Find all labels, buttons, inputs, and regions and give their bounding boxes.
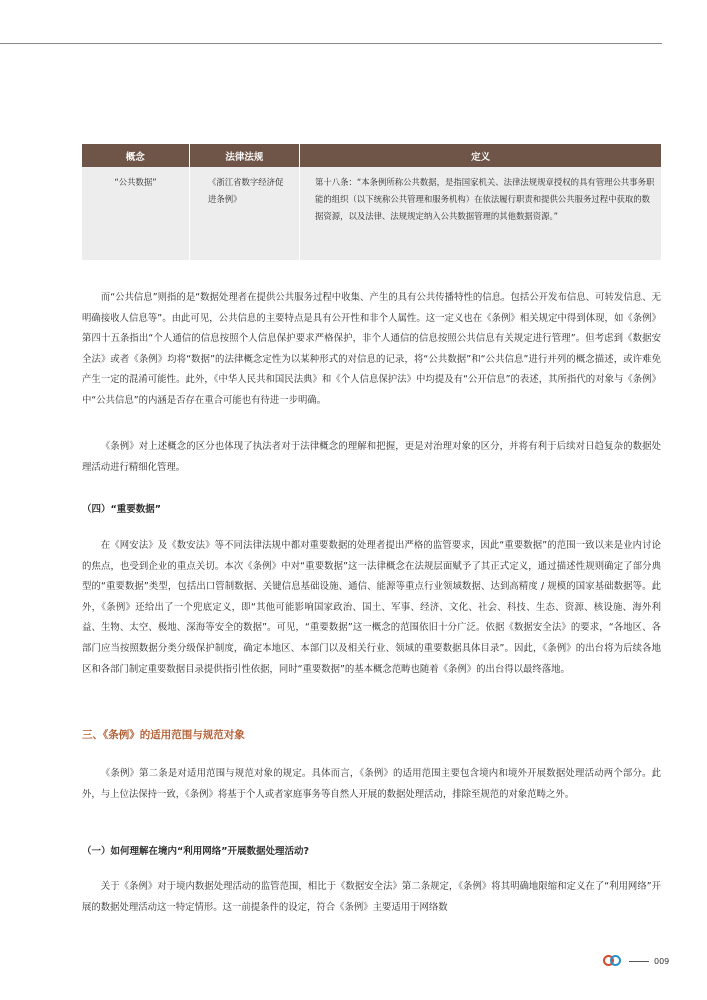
header-concept: 概念 bbox=[82, 144, 190, 167]
subheading-important-data: （四）“重要数据” bbox=[82, 504, 161, 515]
cell-law: 《浙江省数字经济促进条例》 bbox=[189, 167, 299, 260]
paragraph-public-information: 而“公共信息”则指的是“数据处理者在提供公共服务过程中收集、产生的具有公共传播特性的信息。包括公开发布信息、可转发信息、无明确接收人信息等”。由此可见，公共信息的主要特点是具有公开性和非个人属性。这一定义也在《条例》相关规定中得到体现，如《条例》第四十五条指出“个人通信的信息按照个人信息保护要求严格保护，非个人通信的信息按照公共信息有关规定进行管理”。但考虑到《数据安全法》或者《条例》均将“数据”的法律概念定性为以某种形式的对信息的记录，将“公共数据”和“公共信息”进行并列的概念描述，或许难免产生一定的混淆可能性。此外，《中华人民共和国民法典》和《个人信息保护法》中均提及有“公开信息”的表述，其所指代的对象与《条例》中“公共信息”的内涵是否存在重合可能也有待进一步明确。 bbox=[82, 292, 661, 406]
cell-definition: 第十八条：“本条例所称公共数据，是指国家机关、法律法规规章授权的具有管理公共事务职能的组织（以下统称公共管理和服务机构）在依法履行职责和提供公共服务过程中获取的数据资源，以及法律、法规规定纳入公共数据管理的其他数据资源。” bbox=[299, 167, 661, 260]
brand-logo-icon bbox=[603, 955, 625, 967]
table-row bbox=[82, 167, 661, 260]
header-rule bbox=[0, 43, 662, 44]
page-footer bbox=[603, 955, 669, 967]
paragraph-domestic-supervision: 关于《条例》对于境内数据处理活动的监管范围，相比于《数据安全法》第二条规定，《条例》将其明确地限缩和定义在了“利用网络”开展的数据处理活动这一特定情形。这一前提条件的设定，符合《条例》主要适用于网络数 bbox=[82, 881, 661, 913]
paragraph-important-data: 在《网安法》及《数安法》等不同法律法规中都对重要数据的处理者提出严格的监管要求，因此“重要数据”的范围一致以来是业内讨论的焦点，也受到企业的重点关切。本次《条例》中对“重要数据”这一法律概念在法规层面赋予了其正式定义，通过描述性规则确定了部分典型的“重要数据”类型，包括出口管制数据、关键信息基础设施、通信、能源等重点行业领域数据、达到高精度 / 规模的国家基础数据等。此外，《条例》还给出了一个兜底定义，即“其他可能影响国家政治、国土、军事、经济、文化、社会、科技、生态、资源、核设施、海外利益、生物、太空、极地、深海等安全的数据”。可见，“重要数据”这一概念的范围依旧十分广泛。依据《数据安全法》的要求，“各地区、各部门应当按照数据分类分级保护制度，确定本地区、本部门以及相关行业、领域的重要数据具体目录”。因此，《条例》的出台将为后续各地区和各部门制定重要数据目录提供指引性依据，同时“重要数据”的基本概念范畴也随着《条例》的出台得以最终落地。 bbox=[82, 540, 661, 675]
cell-concept: “公共数据” bbox=[114, 177, 157, 187]
page-number: 009 bbox=[654, 956, 670, 966]
header-definition: 定义 bbox=[471, 151, 491, 163]
definition-table bbox=[82, 144, 661, 260]
paragraph-concept-distinction: 《条例》对上述概念的区分也体现了执法者对于法律概念的理解和把握，更是对治理对象的区分，并将有利于后续对日趋复杂的数据处理活动进行精细化管理。 bbox=[82, 441, 661, 473]
paragraph-scope: 《条例》第二条是对适用范围与规范对象的规定。具体而言，《条例》的适用范围主要包含境内和境外开展数据处理活动两个部分。此外，与上位法保持一致，《条例》将基于个人或者家庭事务等自然人开展的数据处理活动，排除至规范的对象范畴之外。 bbox=[82, 768, 661, 800]
footer-rule bbox=[629, 961, 649, 962]
table-header bbox=[82, 144, 661, 167]
logo-ring-blue bbox=[610, 955, 621, 966]
header-law: 法律法规 bbox=[190, 144, 301, 167]
section-heading-scope: 三、《条例》的适用范围与规范对象 bbox=[82, 729, 245, 741]
subheading-domestic-network: （一）如何理解在境内“利用网络”开展数据处理活动? bbox=[82, 846, 309, 857]
